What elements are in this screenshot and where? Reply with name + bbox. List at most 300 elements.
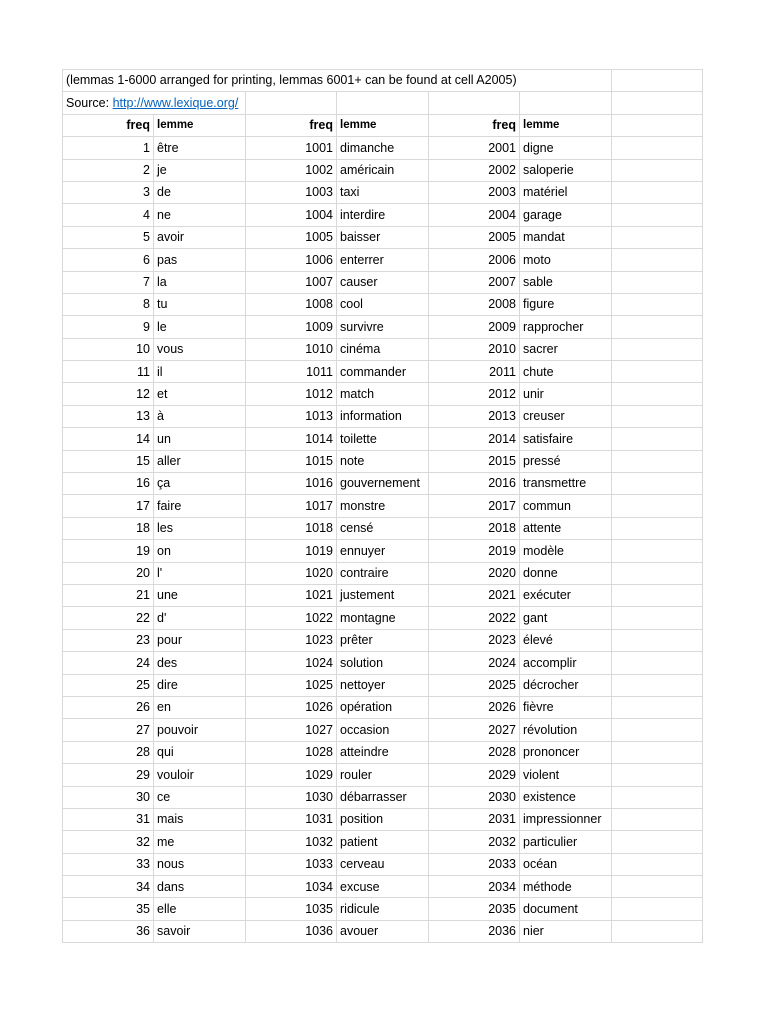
freq-header[interactable]: freq <box>63 114 154 136</box>
empty-cell[interactable] <box>612 920 703 942</box>
freq-cell[interactable]: 1011 <box>246 361 337 383</box>
lemme-cell[interactable]: elle <box>154 898 246 920</box>
table-row <box>63 696 703 718</box>
empty-cell[interactable] <box>612 338 703 360</box>
empty-cell[interactable] <box>612 450 703 472</box>
freq-cell[interactable]: 2001 <box>429 137 520 159</box>
lemme-cell[interactable]: il <box>154 361 246 383</box>
lemme-cell[interactable]: justement <box>337 584 429 606</box>
lemme-cell[interactable]: particulier <box>520 831 612 853</box>
source-cell[interactable] <box>63 92 246 114</box>
freq-cell[interactable]: 14 <box>63 428 154 450</box>
lemme-cell[interactable]: information <box>337 405 429 427</box>
lemme-cell[interactable]: baisser <box>337 226 429 248</box>
freq-cell[interactable]: 2013 <box>429 405 520 427</box>
lemme-cell[interactable]: ce <box>154 786 246 808</box>
table-row <box>63 674 703 696</box>
freq-cell[interactable]: 1001 <box>246 137 337 159</box>
lemme-cell[interactable]: gant <box>520 607 612 629</box>
lemme-cell[interactable]: existence <box>520 786 612 808</box>
freq-cell[interactable]: 1010 <box>246 338 337 360</box>
lemme-cell[interactable]: opération <box>337 696 429 718</box>
lemme-cell[interactable]: attente <box>520 517 612 539</box>
freq-cell[interactable]: 2035 <box>429 898 520 920</box>
freq-cell[interactable]: 1023 <box>246 629 337 651</box>
freq-cell[interactable]: 18 <box>63 517 154 539</box>
lemme-cell[interactable]: digne <box>520 137 612 159</box>
freq-cell[interactable]: 1005 <box>246 226 337 248</box>
empty-cell[interactable] <box>612 607 703 629</box>
lemme-cell[interactable]: exécuter <box>520 584 612 606</box>
lemme-cell[interactable]: donne <box>520 562 612 584</box>
table-row <box>63 920 703 942</box>
freq-cell[interactable]: 1 <box>63 137 154 159</box>
freq-cell[interactable]: 30 <box>63 786 154 808</box>
table-row <box>63 316 703 338</box>
freq-cell[interactable]: 1021 <box>246 584 337 606</box>
table-row <box>63 517 703 539</box>
lemme-cell[interactable]: avouer <box>337 920 429 942</box>
table-row <box>63 607 703 629</box>
freq-cell[interactable]: 1002 <box>246 159 337 181</box>
table-row <box>63 898 703 920</box>
empty-cell[interactable] <box>612 361 703 383</box>
empty-cell[interactable] <box>612 495 703 517</box>
empty-cell[interactable] <box>612 181 703 203</box>
table-row <box>63 450 703 472</box>
freq-cell[interactable]: 19 <box>63 540 154 562</box>
lemme-cell[interactable]: toilette <box>337 428 429 450</box>
empty-cell[interactable] <box>612 652 703 674</box>
freq-cell[interactable]: 1036 <box>246 920 337 942</box>
lemme-cell[interactable]: je <box>154 159 246 181</box>
freq-cell[interactable]: 2017 <box>429 495 520 517</box>
freq-cell[interactable]: 2026 <box>429 696 520 718</box>
column-header-row <box>63 114 703 136</box>
empty-cell[interactable] <box>612 159 703 181</box>
freq-cell[interactable]: 2034 <box>429 876 520 898</box>
lemme-cell[interactable]: nettoyer <box>337 674 429 696</box>
lemme-cell[interactable]: solution <box>337 652 429 674</box>
lemme-cell[interactable]: taxi <box>337 181 429 203</box>
empty-cell[interactable] <box>612 383 703 405</box>
lemme-cell[interactable]: unir <box>520 383 612 405</box>
header-note[interactable]: (lemmas 1-6000 arranged for printing, lemmas 6001+ can be found at cell A2005) <box>63 70 612 92</box>
freq-cell[interactable]: 2016 <box>429 473 520 495</box>
freq-cell[interactable]: 2024 <box>429 652 520 674</box>
lemme-cell[interactable]: avoir <box>154 226 246 248</box>
freq-cell[interactable]: 12 <box>63 383 154 405</box>
freq-cell[interactable]: 1013 <box>246 405 337 427</box>
freq-cell[interactable]: 1028 <box>246 741 337 763</box>
empty-cell[interactable] <box>612 114 703 136</box>
empty-cell[interactable] <box>612 405 703 427</box>
empty-cell[interactable] <box>612 70 703 92</box>
freq-cell[interactable]: 2030 <box>429 786 520 808</box>
lemme-cell[interactable]: me <box>154 831 246 853</box>
empty-cell[interactable] <box>612 562 703 584</box>
table-row <box>63 876 703 898</box>
empty-cell[interactable] <box>612 629 703 651</box>
lemme-cell[interactable]: cinéma <box>337 338 429 360</box>
freq-cell[interactable]: 2005 <box>429 226 520 248</box>
freq-cell[interactable]: 1014 <box>246 428 337 450</box>
freq-cell[interactable]: 17 <box>63 495 154 517</box>
freq-cell[interactable]: 20 <box>63 562 154 584</box>
freq-cell[interactable]: 1008 <box>246 293 337 315</box>
freq-cell[interactable]: 2018 <box>429 517 520 539</box>
empty-cell[interactable] <box>612 271 703 293</box>
empty-cell[interactable] <box>246 92 337 114</box>
lemme-cell[interactable]: ennuyer <box>337 540 429 562</box>
empty-cell[interactable] <box>612 249 703 271</box>
lemme-cell[interactable]: excuse <box>337 876 429 898</box>
empty-cell[interactable] <box>612 898 703 920</box>
lemme-header[interactable]: lemme <box>520 114 612 136</box>
empty-cell[interactable] <box>612 808 703 830</box>
freq-cell[interactable]: 2023 <box>429 629 520 651</box>
freq-header[interactable]: freq <box>429 114 520 136</box>
freq-cell[interactable]: 2021 <box>429 584 520 606</box>
table-row <box>63 786 703 808</box>
freq-cell[interactable]: 1003 <box>246 181 337 203</box>
freq-cell[interactable]: 2012 <box>429 383 520 405</box>
lemme-cell[interactable]: dans <box>154 876 246 898</box>
lemme-cell[interactable]: satisfaire <box>520 428 612 450</box>
freq-cell[interactable]: 2036 <box>429 920 520 942</box>
lemme-cell[interactable]: monstre <box>337 495 429 517</box>
empty-cell[interactable] <box>612 741 703 763</box>
freq-cell[interactable]: 2033 <box>429 853 520 875</box>
lemme-cell[interactable]: faire <box>154 495 246 517</box>
lemme-cell[interactable]: méthode <box>520 876 612 898</box>
lemme-cell[interactable]: révolution <box>520 719 612 741</box>
lemme-cell[interactable]: patient <box>337 831 429 853</box>
lemme-cell[interactable]: savoir <box>154 920 246 942</box>
note-row <box>63 70 703 92</box>
freq-cell[interactable]: 32 <box>63 831 154 853</box>
freq-cell[interactable]: 2028 <box>429 741 520 763</box>
freq-header[interactable]: freq <box>246 114 337 136</box>
table-row <box>63 159 703 181</box>
lemme-cell[interactable]: une <box>154 584 246 606</box>
lemme-cell[interactable]: figure <box>520 293 612 315</box>
lemme-cell[interactable]: mais <box>154 808 246 830</box>
table-row <box>63 137 703 159</box>
lemme-cell[interactable]: être <box>154 137 246 159</box>
table-row <box>63 383 703 405</box>
freq-cell[interactable]: 1018 <box>246 517 337 539</box>
empty-cell[interactable] <box>612 137 703 159</box>
lemme-cell[interactable]: l' <box>154 562 246 584</box>
freq-cell[interactable]: 16 <box>63 473 154 495</box>
freq-cell[interactable]: 2025 <box>429 674 520 696</box>
lemme-cell[interactable]: contraire <box>337 562 429 584</box>
lemme-cell[interactable]: américain <box>337 159 429 181</box>
lemme-cell[interactable]: sacrer <box>520 338 612 360</box>
lemme-cell[interactable]: débarrasser <box>337 786 429 808</box>
lemme-cell[interactable]: ridicule <box>337 898 429 920</box>
table-row <box>63 652 703 674</box>
freq-cell[interactable]: 2 <box>63 159 154 181</box>
freq-cell[interactable]: 2014 <box>429 428 520 450</box>
lemme-cell[interactable]: un <box>154 428 246 450</box>
lemme-cell[interactable]: causer <box>337 271 429 293</box>
freq-cell[interactable]: 36 <box>63 920 154 942</box>
freq-cell[interactable]: 1033 <box>246 853 337 875</box>
lemme-cell[interactable]: aller <box>154 450 246 472</box>
freq-cell[interactable]: 1027 <box>246 719 337 741</box>
lemme-cell[interactable]: océan <box>520 853 612 875</box>
empty-cell[interactable] <box>612 316 703 338</box>
lemme-header[interactable]: lemme <box>154 114 246 136</box>
lemme-cell[interactable]: rouler <box>337 764 429 786</box>
freq-cell[interactable]: 2011 <box>429 361 520 383</box>
lemme-cell[interactable]: en <box>154 696 246 718</box>
freq-cell[interactable]: 2002 <box>429 159 520 181</box>
freq-cell[interactable]: 8 <box>63 293 154 315</box>
freq-cell[interactable]: 2022 <box>429 607 520 629</box>
lemme-cell[interactable]: la <box>154 271 246 293</box>
lemme-header[interactable]: lemme <box>337 114 429 136</box>
lemme-cell[interactable]: match <box>337 383 429 405</box>
lemme-cell[interactable]: survivre <box>337 316 429 338</box>
lemme-cell[interactable]: tu <box>154 293 246 315</box>
freq-cell[interactable]: 3 <box>63 181 154 203</box>
lemme-cell[interactable]: prêter <box>337 629 429 651</box>
lemme-cell[interactable]: interdire <box>337 204 429 226</box>
lemme-cell[interactable]: sable <box>520 271 612 293</box>
table-row <box>63 473 703 495</box>
freq-cell[interactable]: 2008 <box>429 293 520 315</box>
table-row <box>63 495 703 517</box>
freq-cell[interactable]: 1024 <box>246 652 337 674</box>
freq-cell[interactable]: 1004 <box>246 204 337 226</box>
freq-cell[interactable]: 4 <box>63 204 154 226</box>
lemme-cell[interactable]: et <box>154 383 246 405</box>
lemme-cell[interactable]: pressé <box>520 450 612 472</box>
freq-cell[interactable]: 34 <box>63 876 154 898</box>
lemme-cell[interactable]: chute <box>520 361 612 383</box>
freq-cell[interactable]: 1009 <box>246 316 337 338</box>
lemme-cell[interactable]: qui <box>154 741 246 763</box>
lemme-cell[interactable]: ça <box>154 473 246 495</box>
lemme-cell[interactable]: à <box>154 405 246 427</box>
lemme-cell[interactable]: accomplir <box>520 652 612 674</box>
freq-cell[interactable]: 1020 <box>246 562 337 584</box>
freq-cell[interactable]: 2032 <box>429 831 520 853</box>
freq-cell[interactable]: 1034 <box>246 876 337 898</box>
lemme-cell[interactable]: violent <box>520 764 612 786</box>
lemme-cell[interactable]: censé <box>337 517 429 539</box>
empty-cell[interactable] <box>612 293 703 315</box>
empty-cell[interactable] <box>520 92 612 114</box>
empty-cell[interactable] <box>612 204 703 226</box>
lemme-cell[interactable]: pas <box>154 249 246 271</box>
freq-cell[interactable]: 2006 <box>429 249 520 271</box>
freq-cell[interactable]: 1019 <box>246 540 337 562</box>
freq-cell[interactable]: 2010 <box>429 338 520 360</box>
table-row <box>63 562 703 584</box>
table-row <box>63 405 703 427</box>
lemme-cell[interactable]: pour <box>154 629 246 651</box>
lemme-cell[interactable]: document <box>520 898 612 920</box>
lemme-cell[interactable]: montagne <box>337 607 429 629</box>
freq-cell[interactable]: 1022 <box>246 607 337 629</box>
lemme-cell[interactable]: ne <box>154 204 246 226</box>
lemme-cell[interactable]: prononcer <box>520 741 612 763</box>
freq-cell[interactable]: 2004 <box>429 204 520 226</box>
lemme-cell[interactable]: commander <box>337 361 429 383</box>
lemme-cell[interactable]: note <box>337 450 429 472</box>
freq-cell[interactable]: 2019 <box>429 540 520 562</box>
table-row <box>63 361 703 383</box>
lemme-cell[interactable]: commun <box>520 495 612 517</box>
empty-cell[interactable] <box>612 473 703 495</box>
freq-cell[interactable]: 15 <box>63 450 154 472</box>
freq-cell[interactable]: 1031 <box>246 808 337 830</box>
lemme-cell[interactable]: vous <box>154 338 246 360</box>
lemme-cell[interactable]: rapprocher <box>520 316 612 338</box>
freq-cell[interactable]: 1025 <box>246 674 337 696</box>
freq-cell[interactable]: 2031 <box>429 808 520 830</box>
freq-cell[interactable]: 1012 <box>246 383 337 405</box>
freq-cell[interactable]: 1030 <box>246 786 337 808</box>
empty-cell[interactable] <box>612 517 703 539</box>
freq-cell[interactable]: 2015 <box>429 450 520 472</box>
lemme-cell[interactable]: saloperie <box>520 159 612 181</box>
freq-cell[interactable]: 2029 <box>429 764 520 786</box>
lemme-cell[interactable]: dire <box>154 674 246 696</box>
lemme-cell[interactable]: mandat <box>520 226 612 248</box>
freq-cell[interactable]: 2009 <box>429 316 520 338</box>
lemme-cell[interactable]: nier <box>520 920 612 942</box>
lemme-cell[interactable]: élevé <box>520 629 612 651</box>
freq-cell[interactable]: 1029 <box>246 764 337 786</box>
lemme-cell[interactable]: modèle <box>520 540 612 562</box>
lemme-cell[interactable]: matériel <box>520 181 612 203</box>
lemme-cell[interactable]: vouloir <box>154 764 246 786</box>
lemme-cell[interactable]: cool <box>337 293 429 315</box>
freq-cell[interactable]: 26 <box>63 696 154 718</box>
lemme-cell[interactable]: occasion <box>337 719 429 741</box>
empty-cell[interactable] <box>612 226 703 248</box>
freq-cell[interactable]: 1006 <box>246 249 337 271</box>
empty-cell[interactable] <box>612 764 703 786</box>
freq-cell[interactable]: 5 <box>63 226 154 248</box>
freq-cell[interactable]: 22 <box>63 607 154 629</box>
empty-cell[interactable] <box>612 719 703 741</box>
lemme-cell[interactable]: nous <box>154 853 246 875</box>
freq-cell[interactable]: 6 <box>63 249 154 271</box>
freq-cell[interactable]: 31 <box>63 808 154 830</box>
freq-cell[interactable]: 33 <box>63 853 154 875</box>
lemme-cell[interactable]: des <box>154 652 246 674</box>
freq-cell[interactable]: 2007 <box>429 271 520 293</box>
lemme-cell[interactable]: gouvernement <box>337 473 429 495</box>
freq-cell[interactable]: 1035 <box>246 898 337 920</box>
table-row <box>63 629 703 651</box>
empty-cell[interactable] <box>337 92 429 114</box>
empty-cell[interactable] <box>612 786 703 808</box>
lemme-cell[interactable]: cerveau <box>337 853 429 875</box>
lemme-cell[interactable]: le <box>154 316 246 338</box>
freq-cell[interactable]: 2003 <box>429 181 520 203</box>
freq-cell[interactable]: 1017 <box>246 495 337 517</box>
empty-cell[interactable] <box>612 853 703 875</box>
freq-cell[interactable]: 1015 <box>246 450 337 472</box>
lemme-cell[interactable]: moto <box>520 249 612 271</box>
empty-cell[interactable] <box>612 831 703 853</box>
freq-cell[interactable]: 28 <box>63 741 154 763</box>
empty-cell[interactable] <box>612 428 703 450</box>
empty-cell[interactable] <box>612 540 703 562</box>
freq-cell[interactable]: 29 <box>63 764 154 786</box>
freq-cell[interactable]: 10 <box>63 338 154 360</box>
table-row <box>63 249 703 271</box>
freq-cell[interactable]: 1007 <box>246 271 337 293</box>
source-row <box>63 92 703 114</box>
empty-cell[interactable] <box>612 92 703 114</box>
source-label: Source: <box>66 95 113 110</box>
freq-cell[interactable]: 25 <box>63 674 154 696</box>
freq-cell[interactable]: 1016 <box>246 473 337 495</box>
table-row <box>63 428 703 450</box>
lemme-cell[interactable]: d' <box>154 607 246 629</box>
freq-cell[interactable]: 35 <box>63 898 154 920</box>
lemme-cell[interactable]: de <box>154 181 246 203</box>
lemme-cell[interactable]: atteindre <box>337 741 429 763</box>
freq-cell[interactable]: 2027 <box>429 719 520 741</box>
lemme-cell[interactable]: impressionner <box>520 808 612 830</box>
lemme-cell[interactable]: dimanche <box>337 137 429 159</box>
frequency-sheet <box>62 69 703 943</box>
freq-cell[interactable]: 23 <box>63 629 154 651</box>
table-row <box>63 226 703 248</box>
lemme-cell[interactable]: on <box>154 540 246 562</box>
lemme-cell[interactable]: position <box>337 808 429 830</box>
source-link[interactable]: http://www.lexique.org/ <box>112 95 239 110</box>
freq-cell[interactable]: 13 <box>63 405 154 427</box>
lemme-cell[interactable]: les <box>154 517 246 539</box>
freq-cell[interactable]: 9 <box>63 316 154 338</box>
freq-cell[interactable]: 11 <box>63 361 154 383</box>
freq-cell[interactable]: 2020 <box>429 562 520 584</box>
freq-cell[interactable]: 1032 <box>246 831 337 853</box>
table-row <box>63 719 703 741</box>
freq-cell[interactable]: 24 <box>63 652 154 674</box>
lemme-cell[interactable]: fièvre <box>520 696 612 718</box>
table-row <box>63 764 703 786</box>
empty-cell[interactable] <box>612 584 703 606</box>
table-row <box>63 181 703 203</box>
lemme-cell[interactable]: enterrer <box>337 249 429 271</box>
empty-cell[interactable] <box>429 92 520 114</box>
lemme-cell[interactable]: transmettre <box>520 473 612 495</box>
lemme-cell[interactable]: pouvoir <box>154 719 246 741</box>
freq-cell[interactable]: 21 <box>63 584 154 606</box>
empty-cell[interactable] <box>612 674 703 696</box>
empty-cell[interactable] <box>612 876 703 898</box>
lemme-cell[interactable]: garage <box>520 204 612 226</box>
freq-cell[interactable]: 27 <box>63 719 154 741</box>
freq-cell[interactable]: 1026 <box>246 696 337 718</box>
empty-cell[interactable] <box>612 696 703 718</box>
freq-cell[interactable]: 7 <box>63 271 154 293</box>
lemme-cell[interactable]: décrocher <box>520 674 612 696</box>
lemme-cell[interactable]: creuser <box>520 405 612 427</box>
table-row <box>63 831 703 853</box>
